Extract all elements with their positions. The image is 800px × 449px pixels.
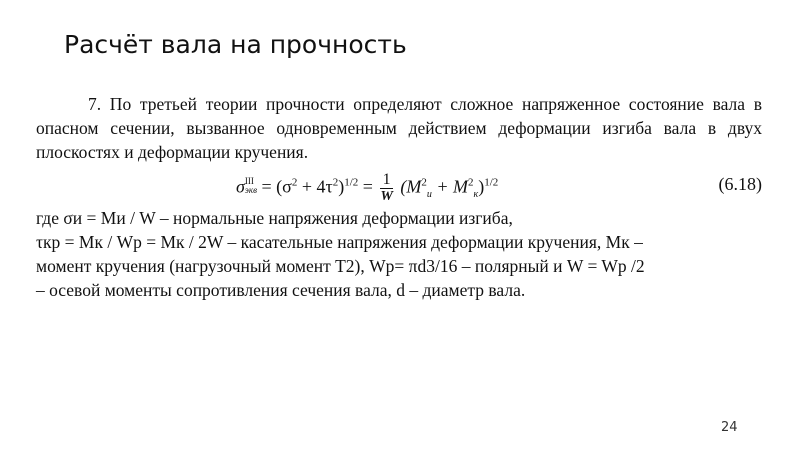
formula-part-sq3: 2 <box>421 176 427 189</box>
slide-title: Расчёт вала на прочность <box>64 30 407 59</box>
formula-part-open2: (M <box>400 176 422 197</box>
definition-line: момент кручения (нагрузочный момент T2), Wр= πd3/16 – полярный и W = Wр /2 <box>36 256 645 276</box>
formula-part-sub-k: к <box>473 189 479 201</box>
formula-part-pow2: 1/2 <box>484 176 499 189</box>
formula-part-eq1: = (σ <box>261 176 292 197</box>
definition-line: τкр = Mк / Wр = Mк / 2W – касательные напряжения деформации кручения, Mк – <box>36 232 643 252</box>
page-number: 24 <box>721 420 738 435</box>
definition-line: где σи = Mи / W – нормальные напряжения деформации изгиба, <box>36 208 513 228</box>
formula-6-18 <box>236 172 498 205</box>
formula-fraction <box>380 172 392 205</box>
formula-part-plus2: + M <box>431 176 469 197</box>
formula-lhs-subscript: экв <box>244 184 257 195</box>
formula-frac-num: 1 <box>380 172 392 189</box>
slide-content <box>36 92 762 302</box>
definition-line: – осевой моменты сопротивления сечения вала, d – диаметр вала. <box>36 280 526 300</box>
formula-row <box>36 166 762 204</box>
formula-part-sq2: 2 <box>332 176 339 189</box>
formula-part-sq4: 2 <box>468 176 474 189</box>
formula-part-sq1: 2 <box>291 176 298 189</box>
formula-lhs-symbol: σ <box>236 176 245 197</box>
formula-part-close2: ) <box>478 176 485 197</box>
formula-part-plus1: + 4τ <box>297 176 333 197</box>
formula-part-sub-u: и <box>426 189 432 201</box>
formula-part-close1: ) <box>338 176 345 197</box>
formula-frac-den: W <box>380 189 393 204</box>
formula-lhs-superscript: III <box>244 175 254 186</box>
formula-part-eq2: = <box>358 176 373 197</box>
equation-number: (6.18) <box>718 174 762 194</box>
formula-part-pow1: 1/2 <box>344 176 359 189</box>
definitions-block <box>36 206 762 302</box>
paragraph-text: 7. По третьей теории прочности определяют сложное напряженное состояние вала в опасном сечении, вызванное одновременным действием деформации изгиба вала в двух плоскостях и деформации кручения. <box>36 94 762 162</box>
